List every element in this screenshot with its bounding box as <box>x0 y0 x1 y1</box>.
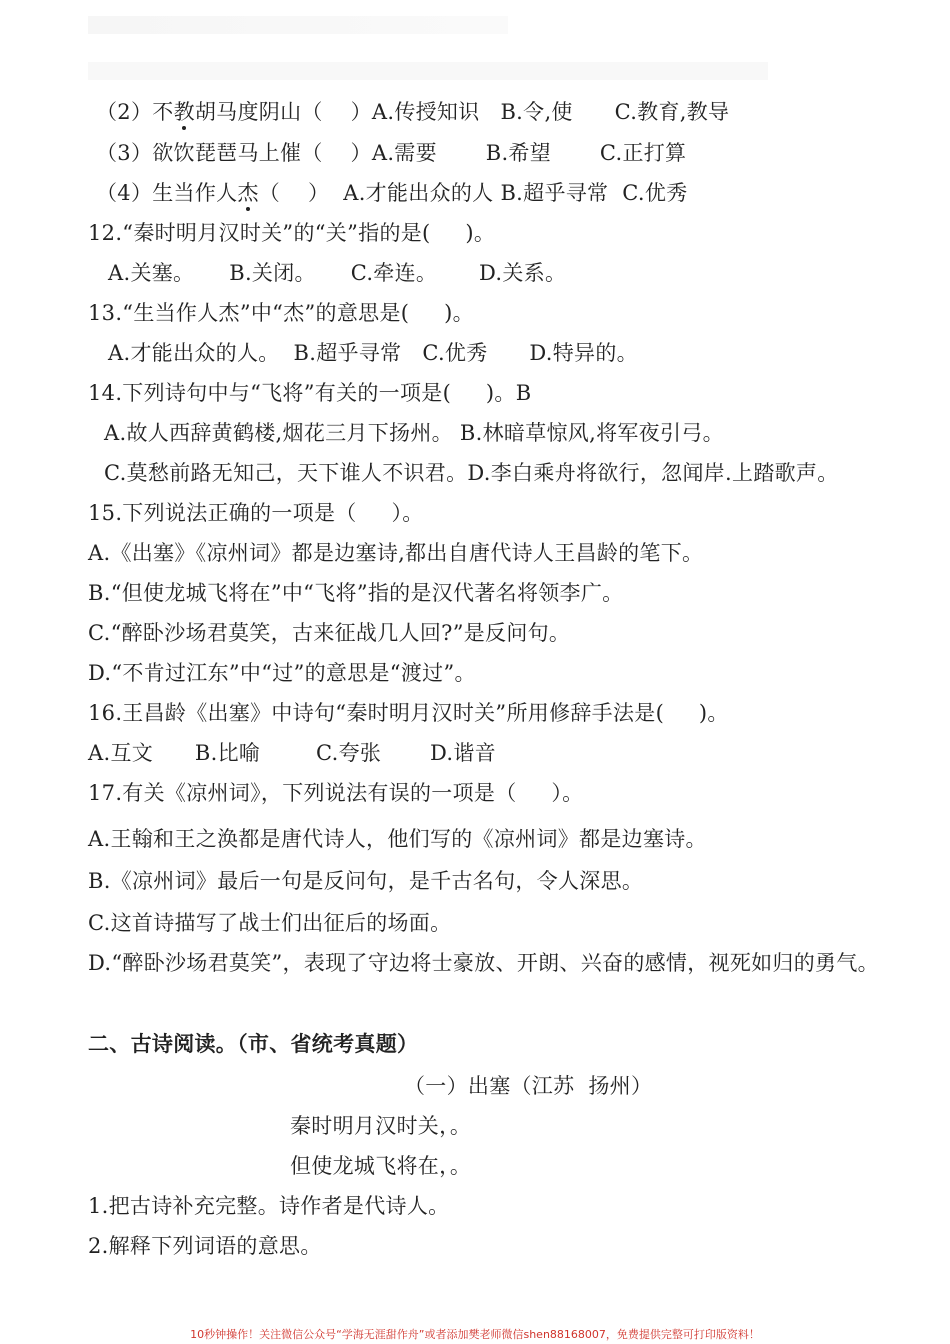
question-15-option-a: A.《出塞》《凉州词》都是边塞诗,都出自唐代诗人王昌龄的笔下。 <box>88 541 704 565</box>
question-12: 12.“秦时明月汉时关”的“关”指的是( )。 <box>88 221 496 245</box>
question-15-option-b: B.“但使龙城飞将在”中“飞将”指的是汉代著名将领李广。 <box>88 581 624 605</box>
question-13-options: A.才能出众的人。 B.超乎寻常 C.优秀 D.特异的。 <box>108 341 638 365</box>
poem-line-2: 但使龙城飞将在，。 <box>290 1154 472 1178</box>
question-17-option-d: D.“醉卧沙场君莫笑”，表现了守边将士豪放、开朗、兴奋的感情，视死如归的勇气。 <box>88 951 879 975</box>
question-16: 16.王昌龄《出塞》中诗句“秦时明月汉时关”所用修辞手法是( )。 <box>88 701 729 725</box>
q11-item-2: （2）不教胡马度阴山（ ）A.传授知识 B.令,使 C.教育,教导 <box>96 100 730 124</box>
question-15-option-c: C.“醉卧沙场君莫笑，古来征战几人回?”是反问句。 <box>88 621 571 645</box>
poem-title: （一）出塞（江苏 扬州） <box>404 1074 653 1098</box>
question-15: 15.下列说法正确的一项是（ ）。 <box>88 501 424 525</box>
question-17: 17.有关《凉州词》，下列说法有误的一项是（ ）。 <box>88 781 584 805</box>
section-2-heading: 二、古诗阅读。（市、省统考真题） <box>88 1032 419 1056</box>
poem-line-1: 秦时明月汉时关，。 <box>290 1114 472 1138</box>
faded-header-text <box>88 16 508 34</box>
question-14-options-cd: C.莫愁前路无知己，天下谁人不识君。D.李白乘舟将欲行，忽闻岸.上踏歌声。 <box>104 461 839 485</box>
question-15-option-d: D.“不肯过江东”中“过”的意思是“渡过”。 <box>88 661 476 685</box>
question-12-options: A.关塞。 B.关闭。 C.牵连。 D.关系。 <box>108 261 567 285</box>
question-17-option-c: C.这首诗描写了战士们出征后的场面。 <box>88 911 452 935</box>
footer-promo: 10秒钟操作！关注微信公众号“学海无涯甜作舟”或者添加樊老师微信shen88168007，免费提供完整可打印版资料！ <box>190 1328 760 1341</box>
poem-question-2: 2.解释下列词语的意思。 <box>88 1234 322 1258</box>
poem-question-1: 1.把古诗补充完整。诗作者是代诗人。 <box>88 1194 450 1218</box>
question-13: 13.“生当作人杰”中“杰”的意思是( )。 <box>88 301 474 325</box>
question-17-option-b: B.《凉州词》最后一句是反问句，是千古名句，令人深思。 <box>88 869 644 893</box>
faded-question-line <box>88 62 768 80</box>
question-16-options: A.互文 B.比喻 C.夸张 D.谐音 <box>88 741 496 765</box>
question-17-option-a: A.王翰和王之涣都是唐代诗人，他们写的《凉州词》都是边塞诗。 <box>88 827 707 851</box>
question-14-options-ab: A.故人西辞黄鹤楼,烟花三月下扬州。 B.林暗草惊风,将军夜引弓。 <box>104 421 724 445</box>
question-14: 14.下列诗句中与“飞将”有关的一项是( )。B <box>88 381 532 405</box>
q11-item-3: （3）欲饮琵琶马上催（ ）A.需要 B.希望 C.正打算 <box>96 141 687 165</box>
q11-item-4: （4）生当作人杰（ ） A.才能出众的人 B.超乎寻常 C.优秀 <box>96 181 688 205</box>
